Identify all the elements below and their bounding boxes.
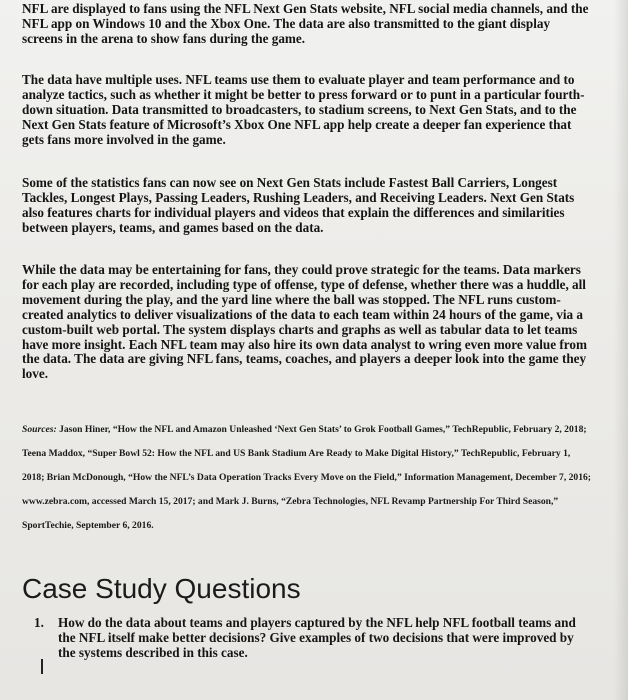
paragraph-2: The data have multiple uses. NFL teams use them to evaluate player and team performance and to analyze tactics, such as whether it might be better to press forward or to punt in a particular fourth-down situation. Data transmitted to broadcasters, to stadium screens, to Next Gen Stats, and to the Next Gen Stats feature of Microsoft’s Xbox One NFL app help create a deeper fan experience that gets fans more involved in the game.	[22, 72, 585, 147]
question-text: How do the data about teams and players captured by the NFL help NFL football teams and the NFL itself make better decisions? Give examples of two decisions that were improved by the systems described in this case.	[58, 615, 576, 660]
question-number: 1.	[34, 615, 44, 630]
case-study-heading: Case Study Questions	[22, 573, 301, 604]
sources-citation	[22, 418, 594, 538]
paragraph-1: NFL are displayed to fans using the NFL Next Gen Stats website, NFL social media channels, and the NFL app on Windows 10 and the Xbox One. The data are also transmitted to the giant display screens in the arena to show fans during the game.	[22, 1, 589, 46]
paragraph-4: While the data may be entertaining for fans, they could prove strategic for the teams. Data markers for each play are recorded, including type of offense, type of defense, whether there was a huddle, all movement during the play, and the yard line where the ball was stopped. The NFL runs custom-created analytics to deliver visualizations of the data to each team within 24 hours of the game, via a custom-built web portal. The system displays charts and graphs as well as tabular data to let teams have more insight. Each NFL team may also hire its own data analyst to wring even more value from the data. The data are giving NFL fans, teams, coaches, and players a deeper look into the game they love.	[22, 262, 587, 382]
text-cursor	[41, 659, 43, 674]
sources-text: Jason Hiner, “How the NFL and Amazon Unleashed ‘Next Gen Stats’ to Grok Football Games,” TechRepublic, February 2, 2018; Teena Maddox, “Super Bowl 52: How the NFL and US Bank Stadium Are Ready to Make Digital History,” TechRepublic, February 1, 2018; Brian McDonough, “How the NFL’s Data Operation Tracks Every Move on the Field,” Information Management, December 7, 2016; www.zebra.com, accessed March 15, 2017; and Mark J. Burns, “Zebra Technologies, NFL Revamp Partnership For Third Season,” SportTechie, September 6, 2016.	[22, 424, 591, 531]
paragraph-3: Some of the statistics fans can now see on Next Gen Stats include Fastest Ball Carriers, Longest Tackles, Longest Plays, Passing Leaders, Rushing Leaders, and Receiving Leaders. Next Gen Stats also features charts for individual players and videos that explain the differences and similarities between players, teams, and games based on the data.	[22, 175, 575, 235]
page-edge-shadow	[614, 0, 628, 700]
sources-label: Sources:	[22, 424, 57, 435]
question-list	[22, 615, 582, 660]
question-item	[22, 615, 582, 660]
